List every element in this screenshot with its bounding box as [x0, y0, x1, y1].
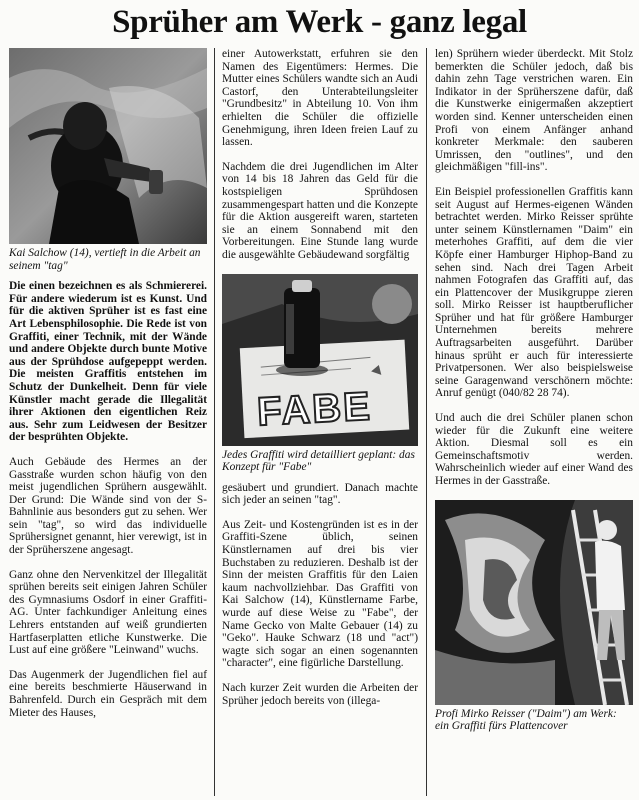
column-2 [222, 48, 418, 719]
body-paragraph: Nachdem die drei Jugendlichen im Alter von 14 bis 18 Jahren das Geld für die kostspieligen Sprühdosen zusammengespart hatten und die Konzepte für die Aktion ausgereift waren, starteten sie an einem Sonnabend mit den Vorbereitungen. Eine Stunde lang wurde die ausgewählte Gebäudewand sorgfältig [222, 160, 418, 261]
photo-daim-ladder-icon [435, 500, 633, 705]
body-paragraph: Auch Gebäude des Hermes an der Gasstraße wurden schon häufig von den meist jugendlichen Sprühern ausgewählt. Der Grund: Die Wände sind von der S-Bahnlinie aus besonders gut zu sehen. Wer sein "tag", so wird das individuelle Sprühersignet genannt, hier verewigt, ist in der Sprüherszene angesagt. [9, 455, 207, 557]
photo-caption: Jedes Graffiti wird detailliert geplant: das Konzept für "Fabe" [222, 448, 415, 474]
photo-caption: Profi Mirko Reisser ("Daim") am Werk: ein Graffiti fürs Plattencover [435, 707, 617, 733]
column-divider [214, 48, 215, 796]
body-paragraph: Ganz ohne den Nervenkitzel der Illegalität sprühen bereits seit einigen Jahren Schüler des Gymnasiums Osdorf in einer Graffiti-AG. Unter fachkundiger Anleitung eines Lehrers entstanden auf weiß grundierten Hartfaserplatten etliche Kunstwerke. Die Lust auf eine größere "Leinwand" wuchs. [9, 568, 207, 657]
body-paragraph: Ein Beispiel professionellen Graffitis kann seit August auf Hermes-eigenen Wänden betrachtet werden. Mirko Reisser sprühte unter seinem Künstlernamen "Daim" ein meterhohes Graffiti, auf dem die vier Köpfe einer Hamburger Hiphop-Band zu sehen sind. Nach drei Tagen Arbeit nahmen Fotografen das Graffiti auf, das ein Plattencover der Musikgruppe zieren soll. Mirko Reisser ist hauptberuflicher Sprüher und hat für größere Hamburger Unternehmen bereits mehrere Auftragsarbeiten ausgeführt. Darüber hinaus sprüht er auch für interessierte Privatpersonen. Wer also beispielsweise seine Garagenwand verschönern möchte: Anruf genügt (040/82 28 74). [435, 185, 633, 400]
body-paragraph: len) Sprühern wieder überdeckt. Mit Stolz bemerkten die Schüler jedoch, daß bis dahin zehn Tage verstrichen waren. Ein Indikator in der Sprüherszene dafür, daß die Kunstwerke einigermaßen akzeptiert worden sind. Kenner unterscheiden einen Profi von einem Anfänger anhand konkreter Merkmale: den sauberen Umrissen, den "outlines", und den gleichmäßigen "fill-ins". [435, 48, 633, 174]
column-divider [426, 48, 427, 796]
lead-paragraph: Die einen bezeichnen es als Schmiererei. Für andere wiederum ist es Kunst. Und für die aktiven Sprüher ist es fast eine Art Lebensphilosophie. Die Rede ist von Graffiti, einer Technik, mit der Wände und andere Objekte durch bunte Motive aus der Sprühdose aufgepeppt werden. Die meisten Graffitis entstehen im Schutz der Dunkelheit. Denn für viele Künstler macht gerade die Illegalität ihrer Aktionen den eigentlichen Reiz aus. Sehr zum Leidwesen der Besitzer der besprühten Objekte. [9, 280, 207, 444]
body-paragraph: gesäubert und grundiert. Danach machte sich jeder an seinen "tag". [222, 481, 418, 507]
body-paragraph: Das Augenmerk der Jugendlichen fiel auf eine bereits beschmierte Häuserwand in Bahrenfeld. Durch ein Gespräch mit dem Mieter des Hauses, [9, 668, 207, 719]
photo-spray-can-sketch-icon [222, 274, 418, 446]
column-3 [435, 48, 633, 741]
body-paragraph: Aus Zeit- und Kostengründen ist es in der Graffiti-Szene üblich, seinen Künstlernamen auf drei bis vier Buchstaben zu reduzieren. Deshalb ist der Sinn der meisten Graffitis für den Laien kaum nachvollziehbar. Das Graffiti von Kai Salchow (14), Künstlername Farbe, wurde auf diese Weise zu "Fabe", der Name Gecko von Malte Gebauer (14) zu "Geko". Hauke Schwarz (18 und "act") wagte sich sogar an einen sogenannten "character", eine figürliche Darstellung. [222, 518, 418, 670]
body-paragraph: Und auch die drei Schüler planen schon wieder für die Zukunft eine weitere Aktion. Diesmal soll es ein Gemeinschaftsmotiv werden. Wahrscheinlich wieder auf einer Wand des Hermes in der Gasstraße. [435, 412, 633, 487]
photo-caption: Kai Salchow (14), vertieft in die Arbeit an seinem "tag" [9, 247, 201, 272]
body-paragraph: einer Autowerkstatt, erfuhren sie den Namen des Eigentümers: Hermes. Die Mutter eines Schülers wandte sich an Audi Castorf, den Unterabteilungsleiter "Grundbesitz" in Abteilung 10. Von ihm erhielten die Schüler die offizielle Genehmigung, ihren Ideen freien Lauf zu lassen. [222, 48, 418, 149]
article-title: Sprüher am Werk - ganz legal [112, 4, 527, 40]
body-paragraph: Nach kurzer Zeit wurden die Arbeiten der Sprüher jedoch bereits von (illega- [222, 682, 418, 707]
column-1 [9, 48, 207, 731]
photo-kai-spraying-icon [9, 48, 207, 244]
sketch-graffiti-text: FABE [255, 383, 373, 434]
